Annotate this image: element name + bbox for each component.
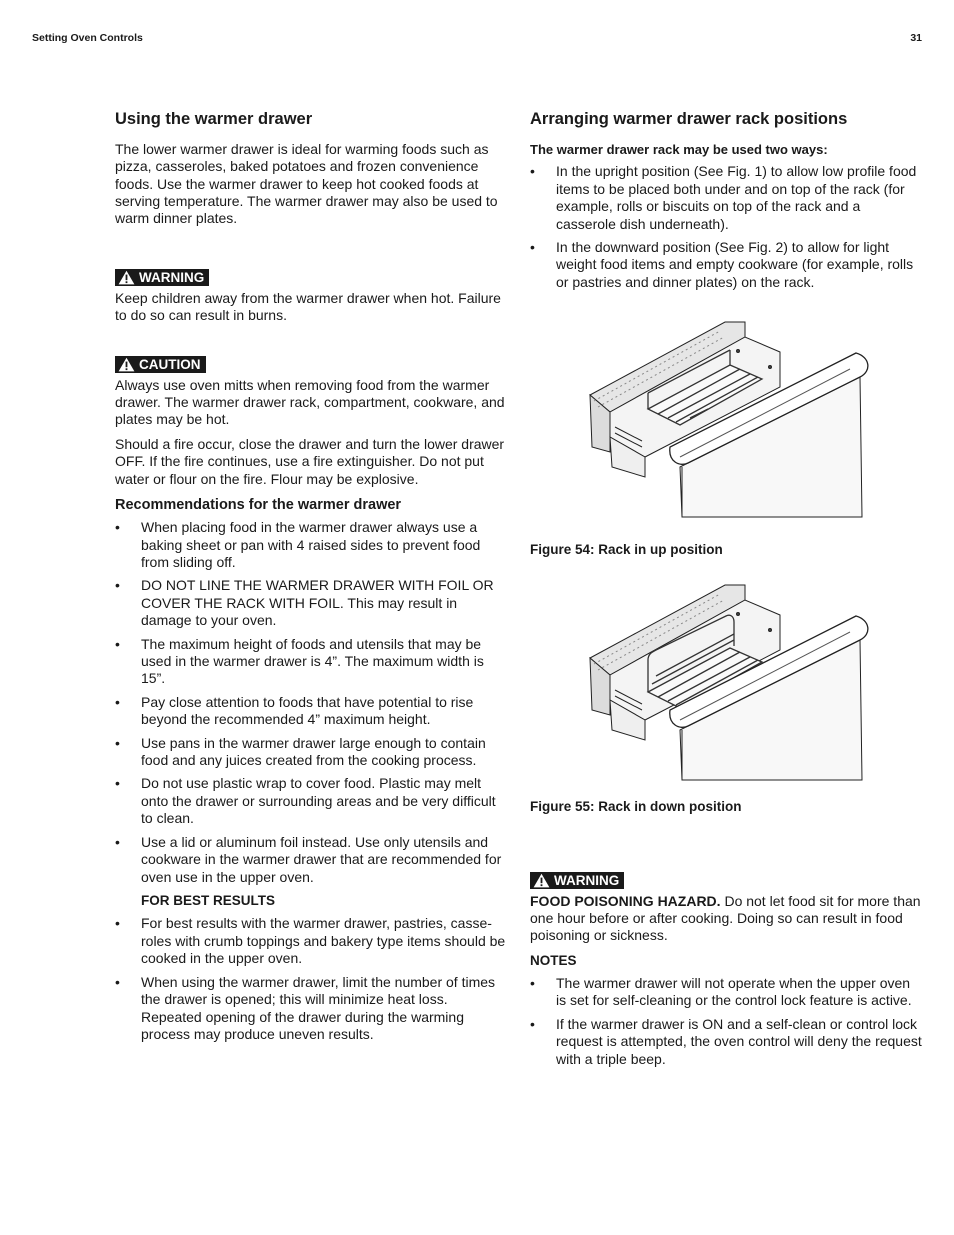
list-item: • If the warmer drawer is ON and a self-clean or control lock request is attempted, the oven control will deny the request with a triple beep.	[530, 1015, 922, 1067]
list-item: • Pay close attention to foods that have potential to rise beyond the recommended 4” maximum height.	[115, 693, 474, 728]
caution-badge	[115, 356, 206, 373]
best-results-list	[115, 915, 507, 1043]
section-title-warmer-drawer: Using the warmer drawer	[115, 110, 313, 128]
warning-badge	[530, 872, 624, 889]
running-header: Setting Oven Controls	[32, 32, 143, 44]
warning-label: WARNING	[554, 872, 620, 888]
figure-rack-up-illustration	[530, 317, 922, 522]
list-item: • Use a lid or aluminum foil instead. Use only utensils and cookware in the warmer drawer that are recommended for oven use in the upper oven.	[115, 833, 502, 885]
list-item: • When placing food in the warmer drawer always use a baking sheet or pan with 4 raised sides to prevent food from sliding off.	[115, 519, 481, 571]
list-item: • Use pans in the warmer drawer large enough to contain food and any juices created from the cooking process.	[115, 734, 486, 769]
caution-text-2: Should a fire occur, close the drawer and turn the lower drawer OFF. If the fire continues, use a fire extinguisher. Do not put water or flour on the fire. Flour may be explosive.	[115, 435, 505, 487]
right-column	[530, 110, 922, 1074]
list-item: • In the upright position (See Fig. 1) to allow low profile food items to be placed both under and on top of the rack (for example, rolls or biscuits on top of the rack and a casserole dish underneath).	[530, 163, 917, 232]
figure-55-caption: Figure 55: Rack in down position	[530, 799, 742, 815]
list-item: • The warmer drawer will not operate when the upper oven is set for self-cleaning or the control lock feature is active.	[530, 975, 912, 1009]
intro-paragraph: The lower warmer drawer is ideal for warming foods such as pizza, casseroles, baked potatoes and frozen convenience foods. Use the warmer drawer to keep hot cooked foods at serving temperature. The warmer drawer may also be used to warm dinner plates.	[115, 140, 498, 227]
left-column	[115, 110, 507, 1049]
page-number: 31	[910, 32, 922, 44]
food-poisoning-lead: FOOD POISONING HAZARD.	[530, 892, 721, 909]
rack-subtitle: The warmer drawer rack may be used two ways:	[530, 141, 828, 157]
warning-label: WARNING	[139, 269, 205, 285]
list-item: • When using the warmer drawer, limit the number of times the drawer is opened; this will minimize heat loss. Repeated opening of the drawer during the warming process may produce uneven results.	[115, 973, 496, 1042]
list-item: • In the downward position (See Fig. 2) to allow for light weight food items and empty cookware (for example, rolls or pastries and dinner plates) on the rack.	[530, 238, 914, 290]
warning-badge	[115, 269, 209, 286]
recommendations-list	[115, 519, 507, 886]
warning-text: Keep children away from the warmer drawer when hot. Failure to do so can result in burns.	[115, 289, 501, 324]
caution-text-1: Always use oven mitts when removing food from the warmer drawer. The warmer drawer rack, compartment, cookware, and plates may be hot.	[115, 376, 505, 428]
warning-triangle-icon	[533, 873, 550, 888]
notes-list	[530, 975, 922, 1068]
figure-rack-down-illustration	[530, 580, 922, 785]
food-poisoning-warning-block	[530, 872, 922, 945]
notes-title: NOTES	[530, 952, 577, 968]
best-results-title: FOR BEST RESULTS	[141, 892, 276, 908]
caution-block	[115, 356, 507, 488]
caution-label: CAUTION	[139, 356, 201, 372]
section-title-rack-positions: Arranging warmer drawer rack positions	[530, 110, 848, 128]
warning-triangle-icon	[118, 357, 135, 372]
list-item: • The maximum height of foods and utensils that may be used in the warmer drawer is 4”. The maximum width is 15”.	[115, 635, 484, 687]
warning-block	[115, 269, 507, 325]
list-item: • For best results with the warmer drawer, pastries, casse-roles with crumb toppings and bakery type items should be cooked in the upper oven.	[115, 915, 506, 967]
recommendations-title: Recommendations for the warmer drawer	[115, 497, 402, 514]
food-poisoning-body: Do not let food sit for more than one hour before or after cooking. Doing so can result in food poisoning or sickness.	[530, 892, 921, 944]
rack-ways-list	[530, 163, 922, 291]
figure-54-caption: Figure 54: Rack in up position	[530, 542, 723, 558]
list-item: • DO NOT LINE THE WARMER DRAWER WITH FOIL OR COVER THE RACK WITH FOIL. This may result in damage to your oven.	[115, 577, 494, 629]
food-poisoning-text	[530, 893, 922, 945]
warning-triangle-icon	[118, 270, 135, 285]
list-item: • Do not use plastic wrap to cover food. Plastic may melt onto the drawer or surrounding areas and be very difficult to clean.	[115, 775, 496, 827]
